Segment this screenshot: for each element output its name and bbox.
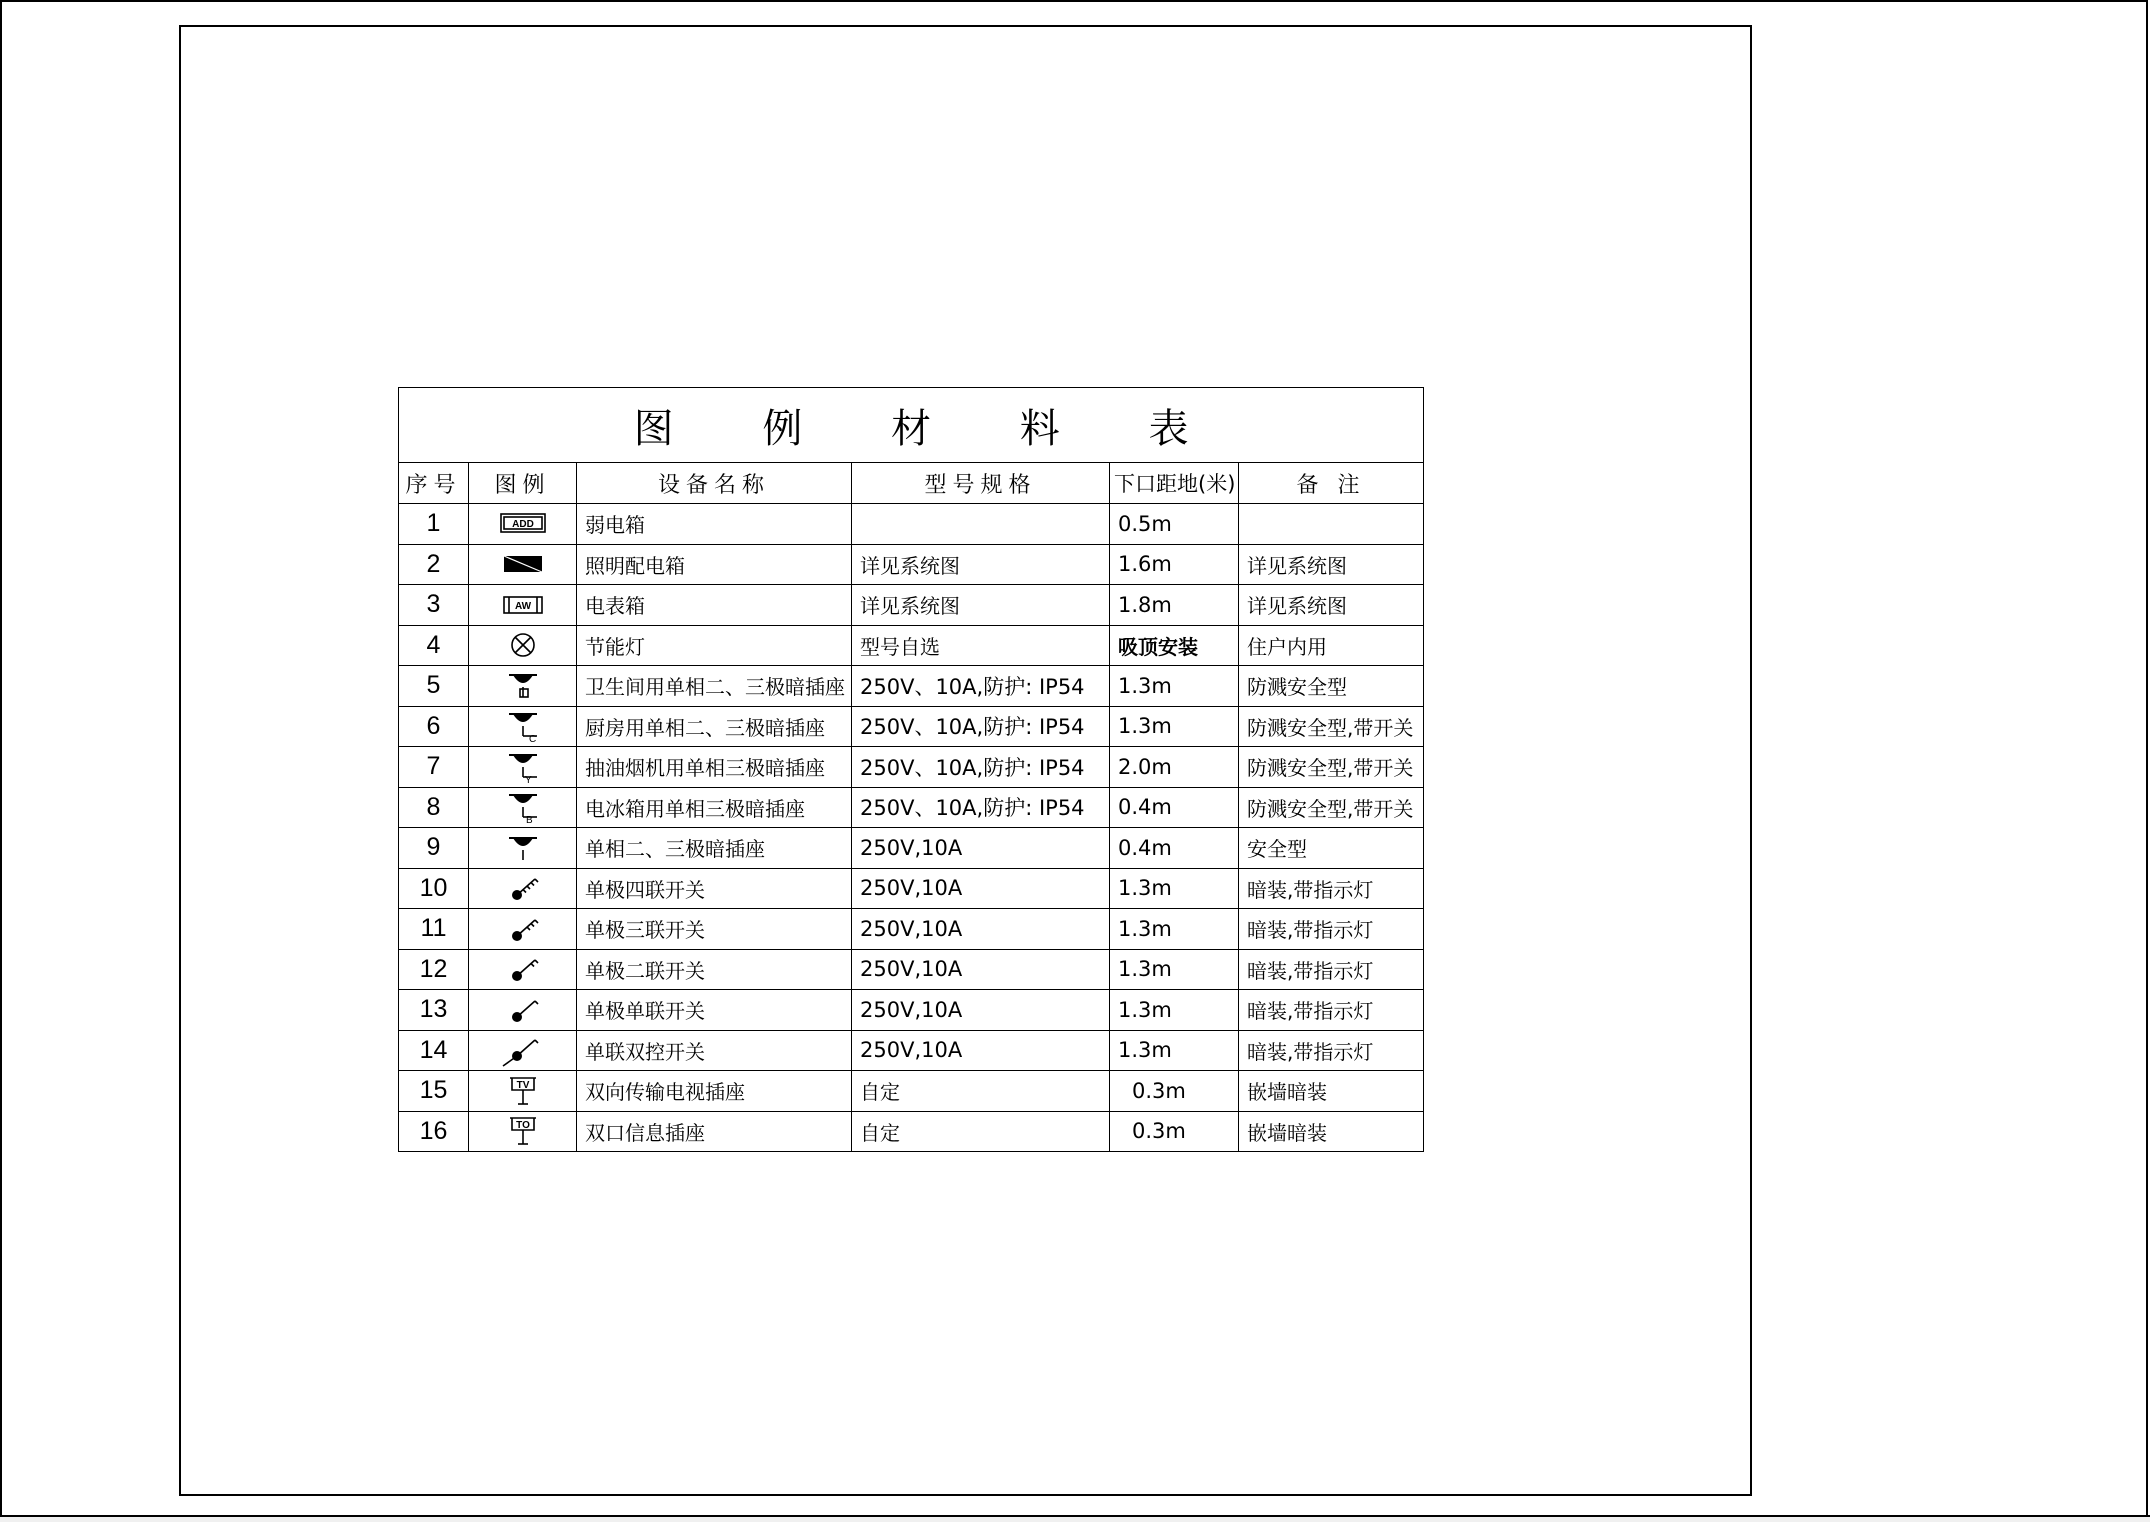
bathroom-socket-icon (469, 666, 577, 707)
table-title-row (399, 388, 1424, 463)
model-spec: 详见系统图 (852, 544, 1110, 585)
model-spec: 250V、10A,防护: IP54 (852, 787, 1110, 828)
header-height: 下口距地(米) (1110, 463, 1239, 504)
two-way-switch-icon (469, 1030, 577, 1071)
row-number: 11 (399, 909, 469, 950)
drawing-bottom-edge (0, 1515, 2150, 1522)
remark: 防溅安全型 (1239, 666, 1424, 707)
device-name: 单极二联开关 (577, 949, 852, 990)
model-spec: 250V,10A (852, 990, 1110, 1031)
model-spec: 250V、10A,防护: IP54 (852, 706, 1110, 747)
table-header-row (399, 463, 1424, 504)
row-number: 5 (399, 666, 469, 707)
device-name: 单极四联开关 (577, 868, 852, 909)
svg-text:ADD: ADD (511, 518, 534, 530)
device-name: 单极三联开关 (577, 909, 852, 950)
remark: 详见系统图 (1239, 544, 1424, 585)
row-number: 6 (399, 706, 469, 747)
svg-text:B: B (525, 815, 533, 826)
device-name: 双口信息插座 (577, 1111, 852, 1152)
three-gang-switch-icon (469, 909, 577, 950)
tv-socket-icon (469, 1071, 577, 1112)
mount-height: 2.0m (1110, 747, 1239, 788)
kitchen-socket-icon (469, 706, 577, 747)
remark: 暗装,带指示灯 (1239, 868, 1424, 909)
row-number: 10 (399, 868, 469, 909)
row-number: 2 (399, 544, 469, 585)
remark: 暗装,带指示灯 (1239, 909, 1424, 950)
row-number: 13 (399, 990, 469, 1031)
model-spec: 250V、10A,防护: IP54 (852, 666, 1110, 707)
remark (1239, 504, 1424, 545)
mount-height: 1.3m (1110, 666, 1239, 707)
mount-height: 0.4m (1110, 787, 1239, 828)
row-number: 12 (399, 949, 469, 990)
row-number: 14 (399, 1030, 469, 1071)
svg-text:AW: AW (514, 600, 531, 612)
remark: 防溅安全型,带开关 (1239, 747, 1424, 788)
svg-text:TO: TO (515, 1120, 530, 1132)
model-spec: 250V,10A (852, 868, 1110, 909)
mount-height: 1.3m (1110, 990, 1239, 1031)
table-row (399, 949, 1424, 990)
device-name: 弱电箱 (577, 504, 852, 545)
header-note: 备 注 (1239, 463, 1424, 504)
legend-material-table (398, 387, 1424, 1152)
mount-height: 吸顶安装 (1110, 625, 1239, 666)
remark: 住户内用 (1239, 625, 1424, 666)
table-row (399, 828, 1424, 869)
remark: 暗装,带指示灯 (1239, 1030, 1424, 1071)
mount-height: 0.3m (1110, 1071, 1239, 1112)
single-gang-switch-icon (469, 990, 577, 1031)
table-row (399, 1030, 1424, 1071)
header-symbol: 图例 (469, 463, 577, 504)
model-spec: 250V,10A (852, 909, 1110, 950)
table-row (399, 625, 1424, 666)
remark: 嵌墙暗装 (1239, 1111, 1424, 1152)
table-row (399, 585, 1424, 626)
remark: 详见系统图 (1239, 585, 1424, 626)
mount-height: 0.5m (1110, 504, 1239, 545)
table-title: 图 例 材 料 表 (399, 388, 1424, 463)
table-row (399, 1071, 1424, 1112)
mount-height: 0.3m (1110, 1111, 1239, 1152)
device-name: 厨房用单相二、三极暗插座 (577, 706, 852, 747)
weak-current-box-icon (469, 504, 577, 545)
refrigerator-socket-icon (469, 787, 577, 828)
mount-height: 1.8m (1110, 585, 1239, 626)
device-name: 抽油烟机用单相三极暗插座 (577, 747, 852, 788)
range-hood-socket-icon (469, 747, 577, 788)
model-spec: 型号自选 (852, 625, 1110, 666)
header-name: 设备名称 (577, 463, 852, 504)
svg-text:TV: TV (516, 1079, 529, 1091)
row-number: 3 (399, 585, 469, 626)
mount-height: 1.3m (1110, 909, 1239, 950)
remark: 暗装,带指示灯 (1239, 990, 1424, 1031)
remark: 防溅安全型,带开关 (1239, 787, 1424, 828)
table-row (399, 787, 1424, 828)
row-number: 15 (399, 1071, 469, 1112)
model-spec: 250V,10A (852, 949, 1110, 990)
mount-height: 1.3m (1110, 868, 1239, 909)
table-row (399, 747, 1424, 788)
table-row (399, 666, 1424, 707)
device-name: 电冰箱用单相三极暗插座 (577, 787, 852, 828)
mount-height: 1.3m (1110, 1030, 1239, 1071)
row-number: 9 (399, 828, 469, 869)
model-spec: 250V,10A (852, 1030, 1110, 1071)
mount-height: 1.3m (1110, 949, 1239, 990)
table-body (399, 504, 1424, 1152)
device-name: 卫生间用单相二、三极暗插座 (577, 666, 852, 707)
table-row (399, 990, 1424, 1031)
row-number: 16 (399, 1111, 469, 1152)
remark: 安全型 (1239, 828, 1424, 869)
header-spec: 型号规格 (852, 463, 1110, 504)
table-row (399, 504, 1424, 545)
two-gang-switch-icon (469, 949, 577, 990)
remark: 暗装,带指示灯 (1239, 949, 1424, 990)
device-name: 单联双控开关 (577, 1030, 852, 1071)
row-number: 1 (399, 504, 469, 545)
device-name: 电表箱 (577, 585, 852, 626)
device-name: 单极单联开关 (577, 990, 852, 1031)
model-spec: 250V,10A (852, 828, 1110, 869)
row-number: 7 (399, 747, 469, 788)
svg-text:C: C (528, 734, 536, 745)
device-name: 节能灯 (577, 625, 852, 666)
remark: 防溅安全型,带开关 (1239, 706, 1424, 747)
general-socket-icon (469, 828, 577, 869)
device-name: 双向传输电视插座 (577, 1071, 852, 1112)
row-number: 8 (399, 787, 469, 828)
model-spec (852, 504, 1110, 545)
model-spec: 自定 (852, 1071, 1110, 1112)
table-row (399, 868, 1424, 909)
energy-saving-lamp-icon (469, 625, 577, 666)
mount-height: 0.4m (1110, 828, 1239, 869)
model-spec: 详见系统图 (852, 585, 1110, 626)
table-row (399, 544, 1424, 585)
row-number: 4 (399, 625, 469, 666)
model-spec: 250V、10A,防护: IP54 (852, 747, 1110, 788)
info-socket-icon (469, 1111, 577, 1152)
four-gang-switch-icon (469, 868, 577, 909)
meter-box-icon (469, 585, 577, 626)
device-name: 照明配电箱 (577, 544, 852, 585)
header-no: 序号 (399, 463, 469, 504)
svg-text:Y: Y (524, 774, 532, 785)
table-row (399, 1111, 1424, 1152)
remark: 嵌墙暗装 (1239, 1071, 1424, 1112)
lighting-distribution-box-icon (469, 544, 577, 585)
mount-height: 1.3m (1110, 706, 1239, 747)
table-row (399, 909, 1424, 950)
mount-height: 1.6m (1110, 544, 1239, 585)
model-spec: 自定 (852, 1111, 1110, 1152)
device-name: 单相二、三极暗插座 (577, 828, 852, 869)
table-row (399, 706, 1424, 747)
